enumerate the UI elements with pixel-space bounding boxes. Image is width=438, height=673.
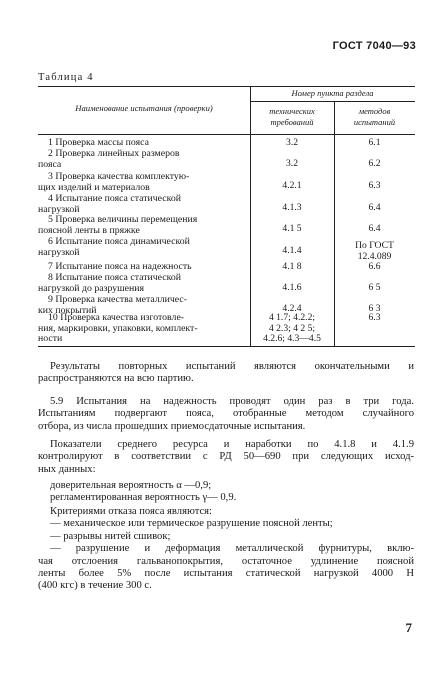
cell-line: ких покрытий [38,304,97,316]
cell-line: 2 Проверка линейных размеров [48,148,180,159]
table-row-name [38,273,250,294]
table-row-name [38,237,250,258]
table-row-tech [250,203,334,214]
text-line: ленты более 5% после испытания статической нагрузкой 4000 Н [38,568,414,580]
table-row-meth [334,241,415,262]
cell-line: 5 Проверка величины перемещения [48,214,198,225]
table-row-meth [334,203,415,214]
cell-line: 6 Испытание пояса динамической [48,236,190,247]
table-caption: Таблица 4 [38,72,94,83]
table-row-name [38,313,250,345]
cell-line: 6.1 [368,137,381,148]
table-row-meth [334,138,415,149]
table-row-tech [250,283,334,294]
cell-line: 6 5 [368,282,381,293]
text-line: Критериями отказа пояса являются: [50,506,212,517]
cell-line: 4.1.6 [282,282,302,293]
paragraph-probabilities [50,480,414,505]
table-row-name [38,172,250,193]
table-bottom-rule [38,346,415,347]
table-row-meth [334,313,415,324]
text-line: чая отслоения гальванопокрытия, остаточное удлинение поясной [38,555,414,567]
table-row-meth [334,181,415,192]
table-row-meth [334,224,415,235]
cell-line: пояса [38,158,62,170]
cell-line: 6.4 [368,223,381,234]
cell-line: 10 Проверка качества изготовле- [48,312,185,323]
paragraph-failure-criteria [38,506,414,593]
cell-line: 4 1.7; 4.2.2; [268,312,316,323]
cell-line: 6.6 [368,261,381,272]
text-line: ных данных: [38,463,96,475]
text-line: Результаты повторных испытаний являются окончательными и [50,361,414,372]
cell-line: 1 Проверка массы пояса [48,137,149,148]
text-line: 5.9 Испытания на надежность проводят один раз в три года. [50,396,414,407]
col-tech-header-line: требований [270,117,314,127]
group-header: Номер пункта раздела [291,88,374,98]
cell-line: 4 2.3; 4 2 5; [268,322,316,334]
text-line: отбора, из числа прошедших приемосдаточные испытания. [38,420,306,432]
cell-line: 8 Испытание пояса статической [48,272,181,283]
cell-line: 6 3 [368,303,381,314]
cell-line: 3.2 [286,158,298,169]
cell-line: 9 Проверка качества металличес- [48,294,187,305]
paragraph-reliability-tests [38,396,414,433]
cell-line: 4.2.1 [282,180,302,191]
text-line: — механическое или термическое разрушение поясной ленты; [50,518,333,530]
cell-line: 4 Испытание пояса статической [48,193,181,204]
table-top-rule [38,86,415,87]
cell-line: нагрузкой [38,246,80,258]
table-row-name [38,215,250,236]
col-name-header: Наименование испытания (проверки) [75,103,213,113]
cell-line: нагрузкой [38,203,80,215]
text-line: (400 кгс) в течение 300 с. [38,580,152,592]
cell-line: 4.1.4 [282,245,302,256]
cell-line: щих изделий и материалов [38,181,150,193]
cell-line: 4.1 8 [282,261,302,272]
cell-line: ности [38,333,63,345]
table-row-tech [250,246,334,257]
cell-line: поясной ленты в пряжке [38,224,140,236]
cell-line: 6.2 [368,158,381,169]
cell-line: нагрузкой до разрушения [38,282,145,294]
col-meth-header-line: методов [358,106,391,116]
cell-line: 12.4.089 [357,250,392,262]
table-row-name [38,149,250,170]
text-line: распространяются на всю партию. [38,373,194,385]
table-row-tech [250,313,334,345]
text-line: Испытаниям подвергают пояса, отобранные методом случайного [38,408,414,420]
page-number: 7 [405,620,412,635]
cell-line: ния, маркировки, упаковки, комплект- [38,322,198,334]
col-meth-header-line: испытаний [353,117,396,127]
cell-line: 7 Испытание пояса на надежность [48,261,192,272]
table-row-meth [334,283,415,294]
cell-line: По ГОСТ [355,240,394,251]
table-row-name [38,194,250,215]
table-row-tech [250,159,334,170]
text-line: регламентированная вероятность γ— 0,9. [50,492,237,504]
table-row-tech [250,138,334,149]
text-line: доверительная вероятность α —0,9; [50,480,212,491]
table-row-name [38,138,250,149]
cell-line: 3.2 [286,137,298,148]
cell-line: 6.4 [368,202,381,213]
text-line: контролируют в соответствии с РД 50—690 при следующих исход- [38,451,414,463]
paragraph-resource-indicators [38,439,414,476]
cell-line: 6.3 [368,180,381,191]
table-row-meth [334,262,415,273]
col-tech-header-line: технических [269,106,315,116]
cell-line: 4.1 5 [282,223,302,234]
table-row-tech [250,262,334,273]
text-line: — разрушение и деформация металлической фурнитуры, вклю- [50,543,414,555]
text-line: — разрывы нитей сшивок; [50,530,171,542]
table-row-tech [250,181,334,192]
table-row-meth [334,159,415,170]
cell-line: 4.2.4 [282,303,302,314]
cell-line: 4.2.6; 4.3—4.5 [263,333,321,345]
col-tech-header [250,106,334,128]
cell-line: 3 Проверка качества комплектую- [48,171,190,182]
table-group-rule [250,101,415,102]
test-table [38,86,415,347]
table-header-bottom-rule [38,134,415,135]
cell-line: 6.3 [368,312,381,323]
paragraph-repeat-results [38,361,414,386]
standard-code: ГОСТ 7040—93 [332,40,416,52]
col-meth-header [334,106,415,128]
table-row-tech [250,224,334,235]
text-line: Показатели среднего ресурса и наработки по 4.1.8 и 4.1.9 [50,439,414,450]
table-row-name [38,262,250,273]
cell-line: 4.1.3 [282,202,302,213]
